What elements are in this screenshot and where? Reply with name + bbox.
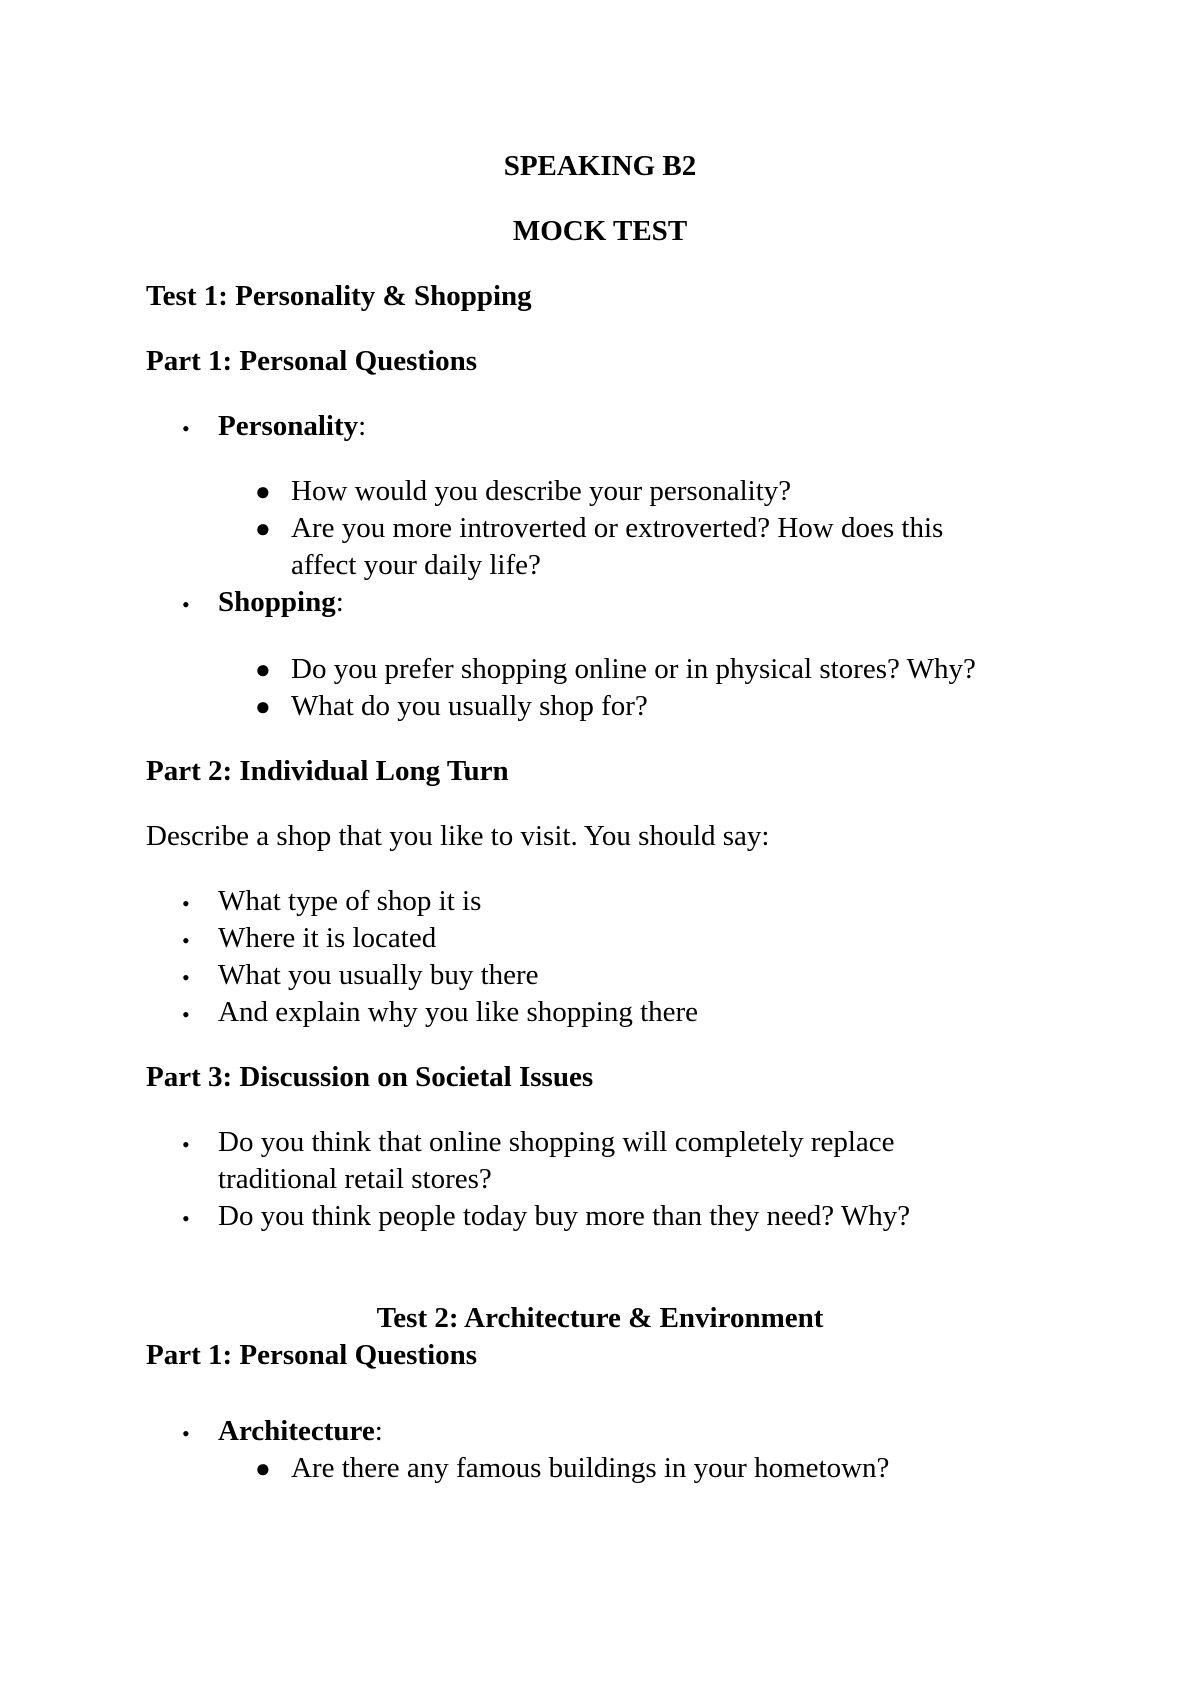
bullet-level1: •	[182, 1002, 190, 1027]
test1-part1-heading: Part 1: Personal Questions	[146, 345, 478, 377]
question-item: Are there any famous buildings in your hometown?	[291, 1452, 890, 1484]
question-item: Do you prefer shopping online or in physical stores? Why?	[291, 653, 976, 685]
cue-point: Where it is located	[218, 922, 437, 954]
topic-label: Shopping	[218, 586, 336, 618]
bullet-level1: •	[182, 1206, 190, 1231]
bullet-level1: •	[182, 416, 190, 441]
document-title: SPEAKING B2	[503, 150, 697, 182]
topic-colon: :	[358, 410, 367, 442]
test2-part1-heading: Part 1: Personal Questions	[146, 1339, 478, 1371]
bullet-level1: •	[182, 592, 190, 617]
part2-prompt: Describe a shop that you like to visit. You should say:	[146, 820, 770, 852]
topic-personality	[218, 408, 366, 445]
test1-heading: Test 1: Personality & Shopping	[146, 280, 532, 312]
topic-shopping	[218, 584, 344, 621]
test1-part2-heading: Part 2: Individual Long Turn	[146, 755, 509, 787]
bullet-level2: ●	[255, 514, 271, 543]
bullet-level1: •	[182, 965, 190, 990]
topic-architecture	[218, 1413, 383, 1450]
bullet-level2: ●	[255, 692, 271, 721]
discussion-question: Do you think that online shopping will completely replace	[218, 1126, 895, 1158]
topic-colon: :	[335, 586, 344, 618]
bullet-level2: ●	[255, 477, 271, 506]
bullet-level2: ●	[255, 1454, 271, 1483]
bullet-level1: •	[182, 928, 190, 953]
bullet-level1: •	[182, 891, 190, 916]
test2-heading: Test 2: Architecture & Environment	[376, 1302, 824, 1334]
test1-part3-heading: Part 3: Discussion on Societal Issues	[146, 1061, 594, 1093]
topic-label: Personality	[218, 410, 359, 442]
cue-point: What type of shop it is	[218, 885, 482, 917]
document-subtitle: MOCK TEST	[512, 215, 688, 247]
discussion-question-continued: traditional retail stores?	[218, 1163, 492, 1195]
bullet-level1: •	[182, 1132, 190, 1157]
topic-label: Architecture	[218, 1415, 375, 1447]
question-item: What do you usually shop for?	[291, 690, 648, 722]
question-item-continued: affect your daily life?	[291, 549, 541, 581]
topic-colon: :	[374, 1415, 383, 1447]
bullet-level1: •	[182, 1421, 190, 1446]
question-item: Are you more introverted or extroverted? How does this	[291, 512, 944, 544]
cue-point: And explain why you like shopping there	[218, 996, 699, 1028]
cue-point: What you usually buy there	[218, 959, 539, 991]
discussion-question: Do you think people today buy more than they need? Why?	[218, 1200, 911, 1232]
bullet-level2: ●	[255, 655, 271, 684]
question-item: How would you describe your personality?	[291, 475, 792, 507]
